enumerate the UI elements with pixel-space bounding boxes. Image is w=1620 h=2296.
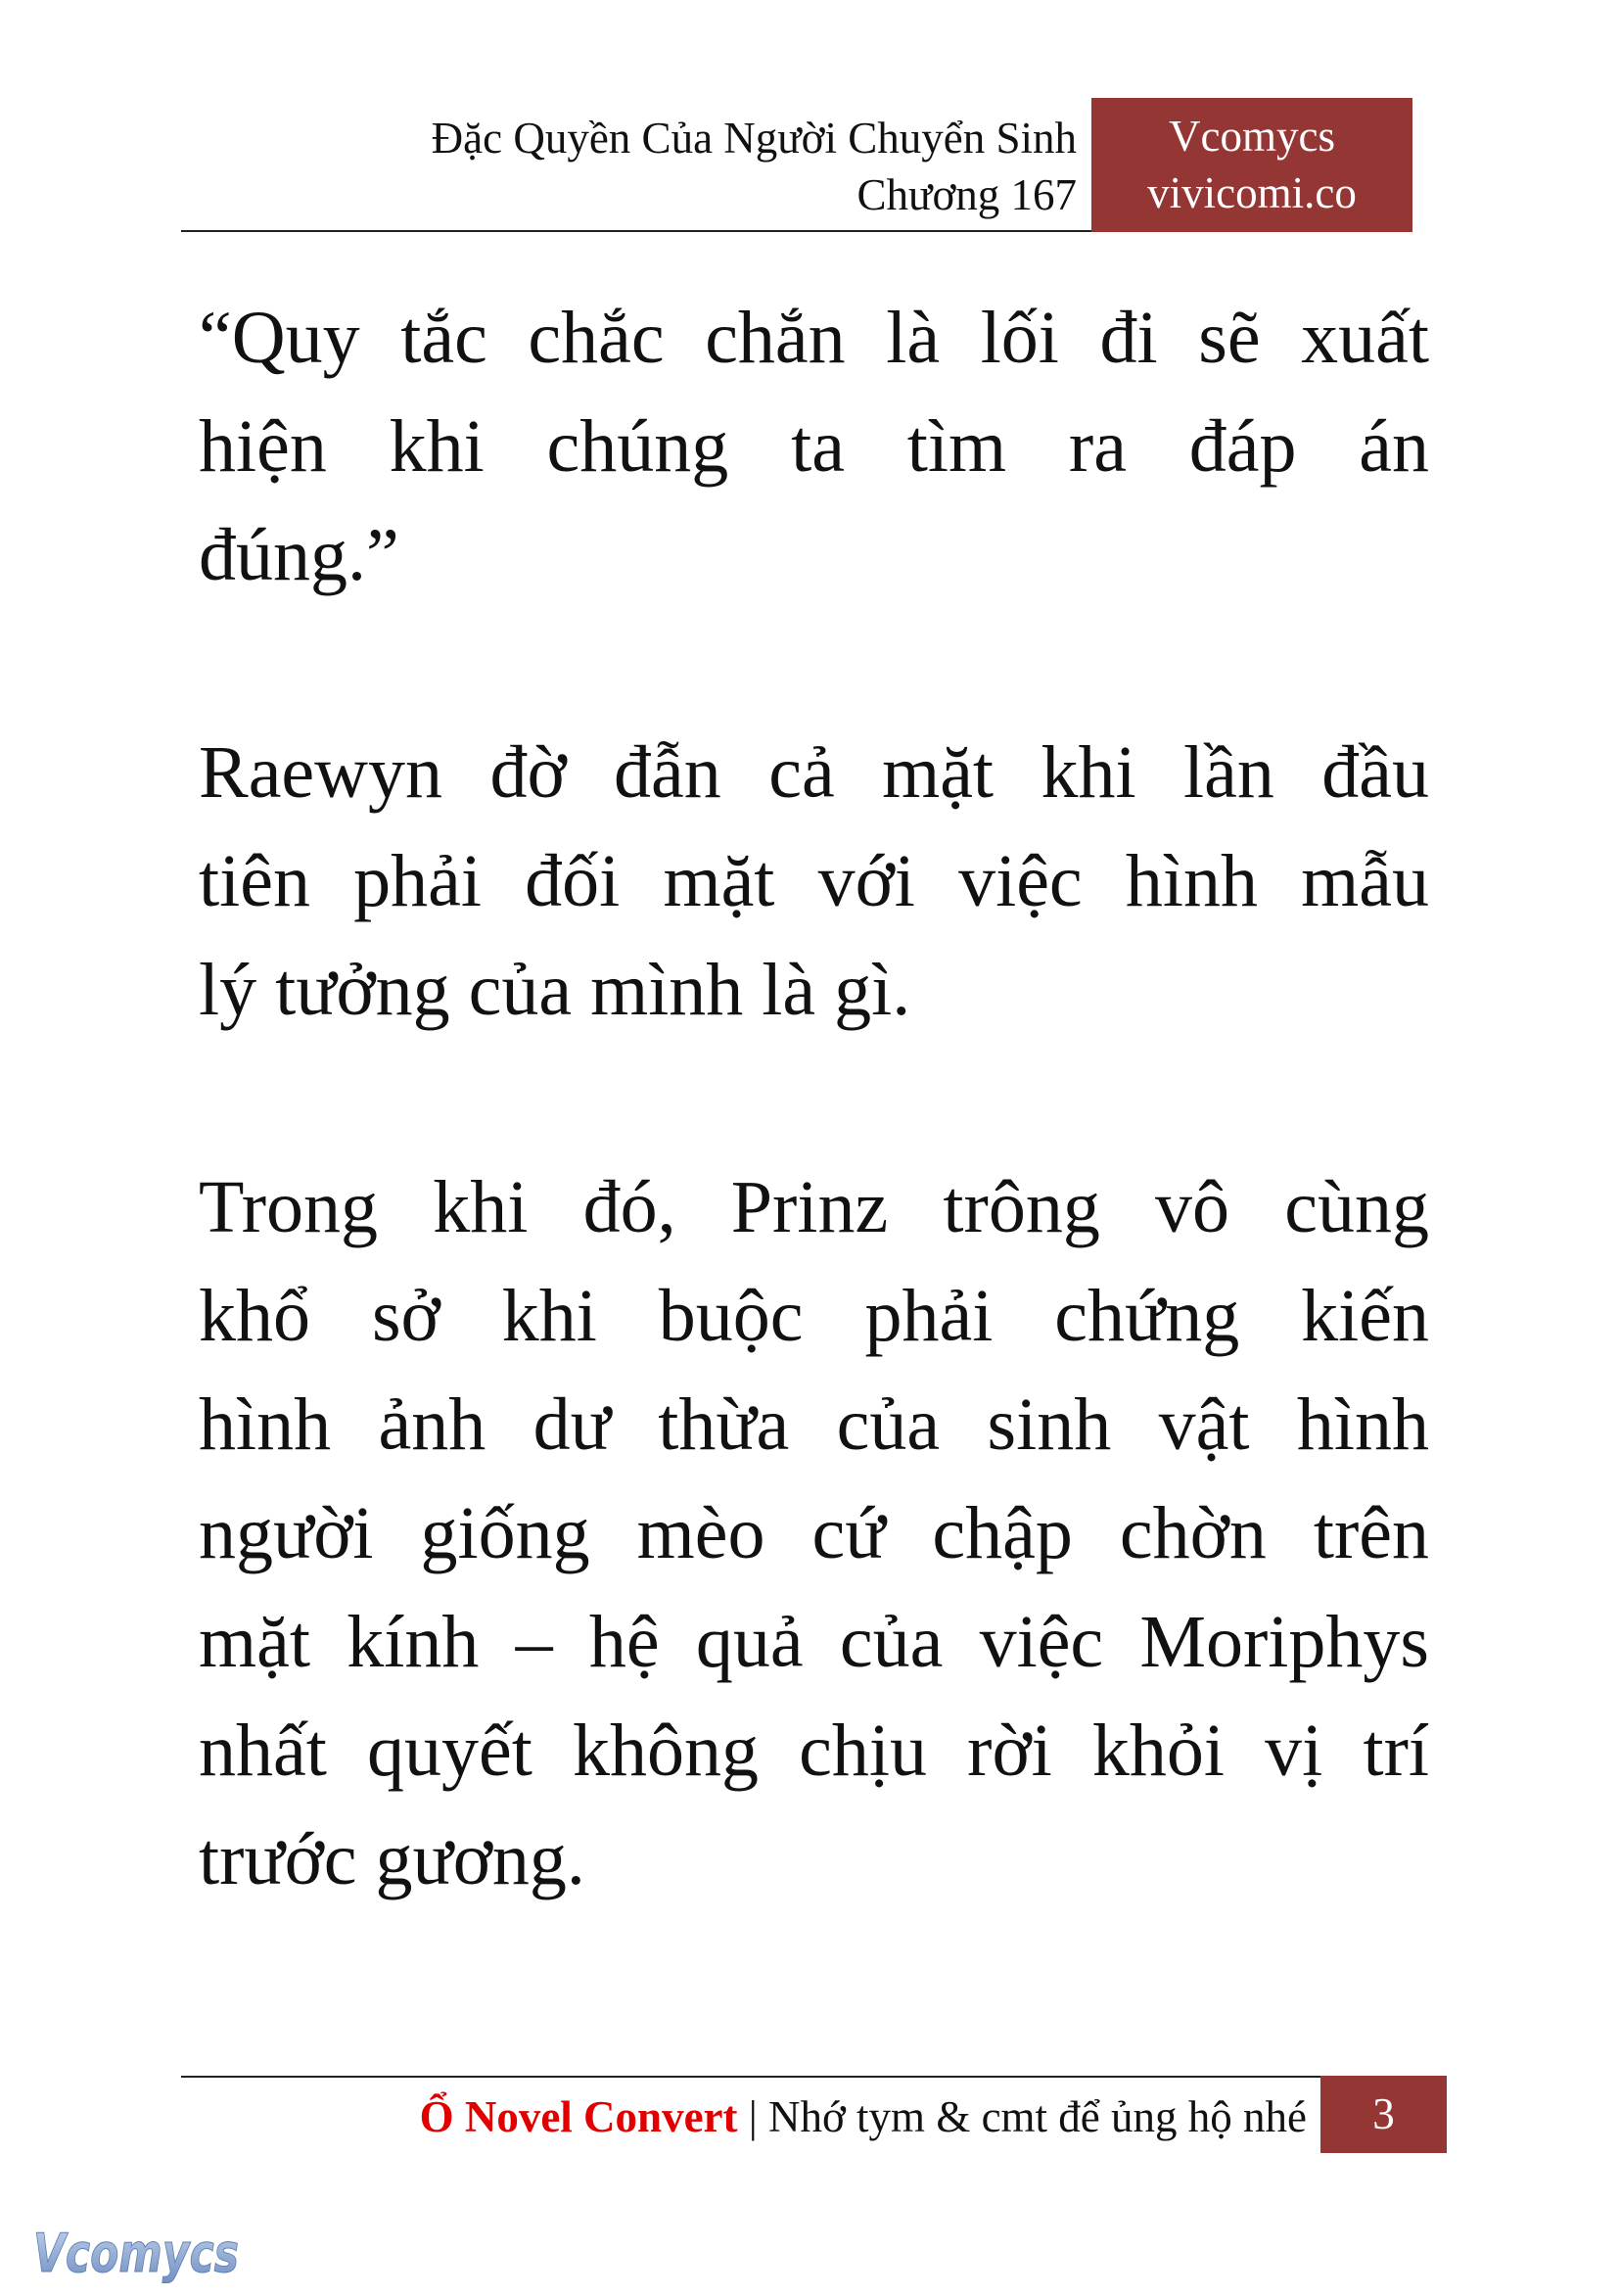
paragraph (199, 719, 1429, 1045)
text-line: khổ sở khi buộc phải chứng kiến (199, 1275, 1429, 1357)
footer-divider (181, 2076, 1321, 2078)
header-divider (181, 230, 1091, 232)
svg-text:Vcomycs: Vcomycs (33, 2223, 239, 2284)
page-number: 3 (1320, 2076, 1447, 2153)
footer-brand: Ổ Novel Convert (419, 2092, 738, 2141)
text-line: hình ảnh dư thừa của sinh vật hình (199, 1383, 1429, 1466)
text-line: nhất quyết không chịu rời khỏi vị trí (199, 1710, 1429, 1792)
vcomycs-logo (29, 2221, 245, 2296)
text-line: mặt kính – hệ quả của việc Moriphys (199, 1601, 1429, 1683)
paragraph (199, 1153, 1429, 1914)
text-line: tiên phải đối mặt với việc hình mẫu (199, 840, 1429, 922)
running-header (432, 110, 1077, 223)
footer-separator: | (748, 2092, 758, 2141)
text-line: Trong khi đó, Prinz trông vô cùng (199, 1166, 1429, 1248)
text-line: trước gương. (199, 1818, 585, 1900)
site-name: Vcomycs (1169, 112, 1335, 161)
text-line: Raewyn đờ đẫn cả mặt khi lần đầu (199, 731, 1429, 814)
chapter-body (199, 284, 1429, 1914)
text-line: đúng.” (199, 514, 399, 596)
book-title: Đặc Quyền Của Người Chuyển Sinh (431, 114, 1077, 163)
footer-text (420, 2087, 1307, 2146)
footer-message: Nhớ tym & cmt để ủng hộ nhé (768, 2092, 1307, 2141)
text-line: lý tưởng của mình là gì. (199, 949, 911, 1031)
text-line: người giống mèo cứ chập chờn trên (199, 1492, 1429, 1574)
site-url: vivicomi.co (1147, 168, 1357, 217)
site-badge (1091, 98, 1412, 232)
paragraph (199, 284, 1429, 610)
text-line: hiện khi chúng ta tìm ra đáp án (199, 405, 1429, 488)
text-line: “Quy tắc chắc chắn là lối đi sẽ xuất (199, 297, 1429, 379)
chapter-label: Chương 167 (856, 170, 1077, 219)
